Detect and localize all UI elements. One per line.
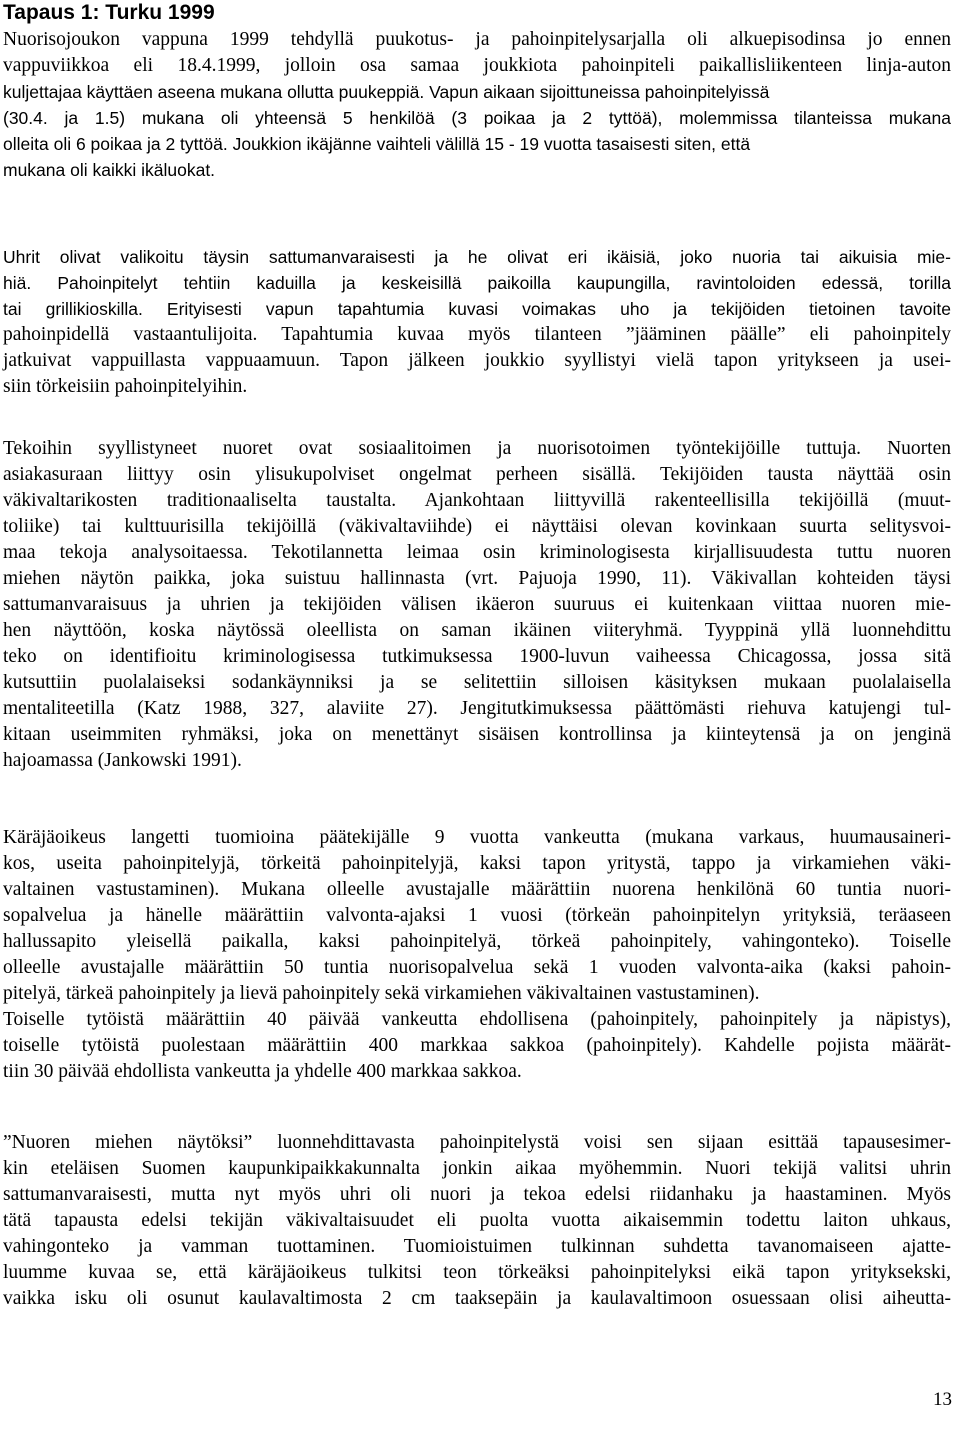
text-line: sattumanvaraisuus ja uhrien ja tekijöiden välisen ikäeron suuruus ei kuitenkaan viittaa nuoren mie-	[3, 594, 951, 615]
text-line: Tekoihin syyllistyneet nuoret ovat sosiaalitoimen ja nuorisotoimen työntekijöille tuttuja. Nuorten	[3, 438, 951, 459]
paragraph-5	[3, 1130, 951, 1312]
paragraph-3	[3, 436, 951, 774]
text-line: mentaliteetilla (Katz 1988, 327, alaviite 27). Jengitutkimuksessa päättömästi riehuva katujengi tul-	[3, 698, 951, 719]
text-line: kuljettajaa käyttäen aseena mukana ollutta puukeppiä. Vapun aikaan sijoittuneissa pahoinpitelyissä	[3, 82, 770, 102]
text-line: vaikka isku oli osunut kaulavaltimosta 2 cm taaksepäin ja kaulavaltimoon osuessaan olisi aiheutta-	[3, 1288, 951, 1309]
text-line: Nuorisojoukon vappuna 1999 tehdyllä puukotus- ja pahoinpitelysarjalla oli alkuepisodinsa jo ennen	[3, 29, 951, 50]
text-line: sopalvelua ja hänelle määrättiin valvonta-ajaksi 1 vuosi (törkeän pahoinpitelyn yrityksiä, teräaseen	[3, 905, 951, 926]
page-number: 13	[933, 1389, 952, 1410]
text-line: kitaan useimmiten ryhmäksi, joka on menettänyt sisäisen kontrollinsa ja kiinteytensä ja on jenginä	[3, 724, 951, 745]
text-line: tätä tapausta edelsi tekijän väkivaltaisuudet eli puolta vuotta aikaisemmin todettu laiton uhkaus,	[3, 1210, 951, 1231]
text-line: pitelyä, tärkeä pahoinpitely ja lievä pahoinpitely sekä virkamiehen väkivaltainen vastustaminen).	[3, 983, 760, 1004]
text-line: sattumanvaraisesti, mutta nyt myös uhri oli nuori ja tekoa edelsi riidanhaku ja haastaminen. Myös	[3, 1184, 951, 1205]
text-line: hiä. Pahoinpitelyt tehtiin kaduilla ja keskeisillä paikoilla kaupungilla, ravintoloiden edessä, torilla	[3, 273, 951, 293]
text-line: kos, useita pahoinpitelyjä, törkeitä pahoinpitelyjä, kaksi tapon yritystä, tappo ja virkamiehen väki-	[3, 853, 951, 874]
text-line: vahingonteko ja vamman tuottaminen. Tuomioistuimen tulkinnan suhdetta tavanomaiseen ajatte-	[3, 1236, 951, 1257]
text-line: kutsuttiin puolalaiseksi sodankäynniksi ja se selitettiin silloisen käsityksen mukaan puolalaisella	[3, 672, 951, 693]
text-line: asiakasuraan liittyy osin ylisukupolviset ongelmat perheen sisällä. Tekijöiden tausta näyttää osin	[3, 464, 951, 485]
text-line: maa tekoja analysoitaessa. Tekotilannetta leimaa osin kriminologisesta kirjallisuudesta tuttu nuoren	[3, 542, 951, 563]
text-line: valtainen vastustaminen). Mukana olleelle avustajalle määrättiin nuorena henkilönä 60 tuntia nuori-	[3, 879, 951, 900]
text-line: teko on identifioitu kriminologisessa tutkimuksessa 1900-luvun vaiheessa Chicagossa, jossa sitä	[3, 646, 951, 667]
text-line: vappuviikkoa eli 18.4.1999, jolloin osa samaa joukkiota pahoinpiteli paikallisliikenteen linja-auton	[3, 55, 951, 76]
text-line: hajoamassa (Jankowski 1991).	[3, 750, 242, 771]
text-line: Uhrit olivat valikoitu täysin sattumanvaraisesti ja he olivat eri ikäisiä, joko nuoria tai aikuisia mie-	[3, 247, 951, 267]
text-line: Toiselle tytöistä määrättiin 40 päivää vankeutta ehdollisena (pahoinpitely, pahoinpitely ja näpistys),	[3, 1009, 951, 1030]
text-line: olleelle avustajalle määrättiin 50 tuntia nuorisopalvelua sekä 1 vuoden valvonta-aika (kaksi pahoin-	[3, 957, 951, 978]
text-line: väkivaltarikosten traditionaaliselta taustalta. Ajankohtaan liittyvillä rakenteellisilla tekijöillä (muut-	[3, 490, 951, 511]
text-line: pahoinpidellä vastaantulijoita. Tapahtumia kuvaa myös tilanteen ”jääminen päälle” eli pahoinpitely	[3, 324, 951, 345]
text-line: hen näyttöön, koska näytössä oleellista on saman ikäinen viiteryhmä. Tyyppinä yllä luonnehdittu	[3, 620, 951, 641]
text-line: siin törkeisiin pahoinpitelyihin.	[3, 376, 248, 397]
paragraph-1	[3, 27, 951, 183]
paragraph-2	[3, 244, 951, 400]
case-heading: Tapaus 1: Turku 1999	[3, 1, 215, 24]
text-line: (30.4. ja 1.5) mukana oli yhteensä 5 henkilöä (3 poikaa ja 2 tyttöä), molemmissa tilanteissa mukana	[3, 108, 951, 128]
text-line: toiselle tytöistä puolestaan määrättiin 400 markkaa sakkoa (pahoinpitely). Kahdelle pojista määrät-	[3, 1035, 951, 1056]
text-line: ”Nuoren miehen näytöksi” luonnehdittavasta pahoinpitelystä voisi sen sijaan esittää tapausesimer-	[3, 1132, 951, 1153]
text-line: luumme kuvaa se, että käräjäoikeus tulkitsi teon törkeäksi pahoinpitelyksi eikä tapon yrityksekski,	[3, 1262, 951, 1283]
text-line: jatkuivat vappuillasta vappuaamuun. Tapon jälkeen joukkio syyllistyi vielä tapon yritykseen ja usei-	[3, 350, 951, 371]
text-line: kin eteläisen Suomen kaupunkipaikkakunnalta jonkin aikaa myöhemmin. Nuori tekijä valitsi uhrin	[3, 1158, 951, 1179]
text-line: Käräjäoikeus langetti tuomioina päätekijälle 9 vuotta vankeutta (mukana varkaus, huumausaineri-	[3, 827, 951, 848]
text-line: mukana oli kaikki ikäluokat.	[3, 160, 216, 180]
text-line: toliike) tai kulttuurisilla tekijöillä (väkivaltaviihde) ei näyttäisi olevan kovinkaan suurta selitysvoi-	[3, 516, 951, 537]
text-line: olleita oli 6 poikaa ja 2 tyttöä. Joukkion ikäjänne vaihteli välillä 15 - 19 vuotta tasaisesti siten, että	[3, 134, 751, 154]
text-line: tiin 30 päivää ehdollista vankeutta ja yhdelle 400 markkaa sakkoa.	[3, 1061, 522, 1082]
text-line: miehen näytön paikka, joka suistuu hallinnasta (vrt. Pajuoja 1990, 11). Väkivallan kohteiden täysi	[3, 568, 951, 589]
text-line: tai grillikioskilla. Erityisesti vapun tapahtumia kuvasi voimakas uho ja tekijöiden tietoinen tavoite	[3, 299, 951, 319]
paragraph-4	[3, 825, 951, 1085]
text-line: hallussapito yleisellä paikalla, kaksi pahoinpitelyä, törkeä pahoinpitely, vahingonteko). Toiselle	[3, 931, 951, 952]
